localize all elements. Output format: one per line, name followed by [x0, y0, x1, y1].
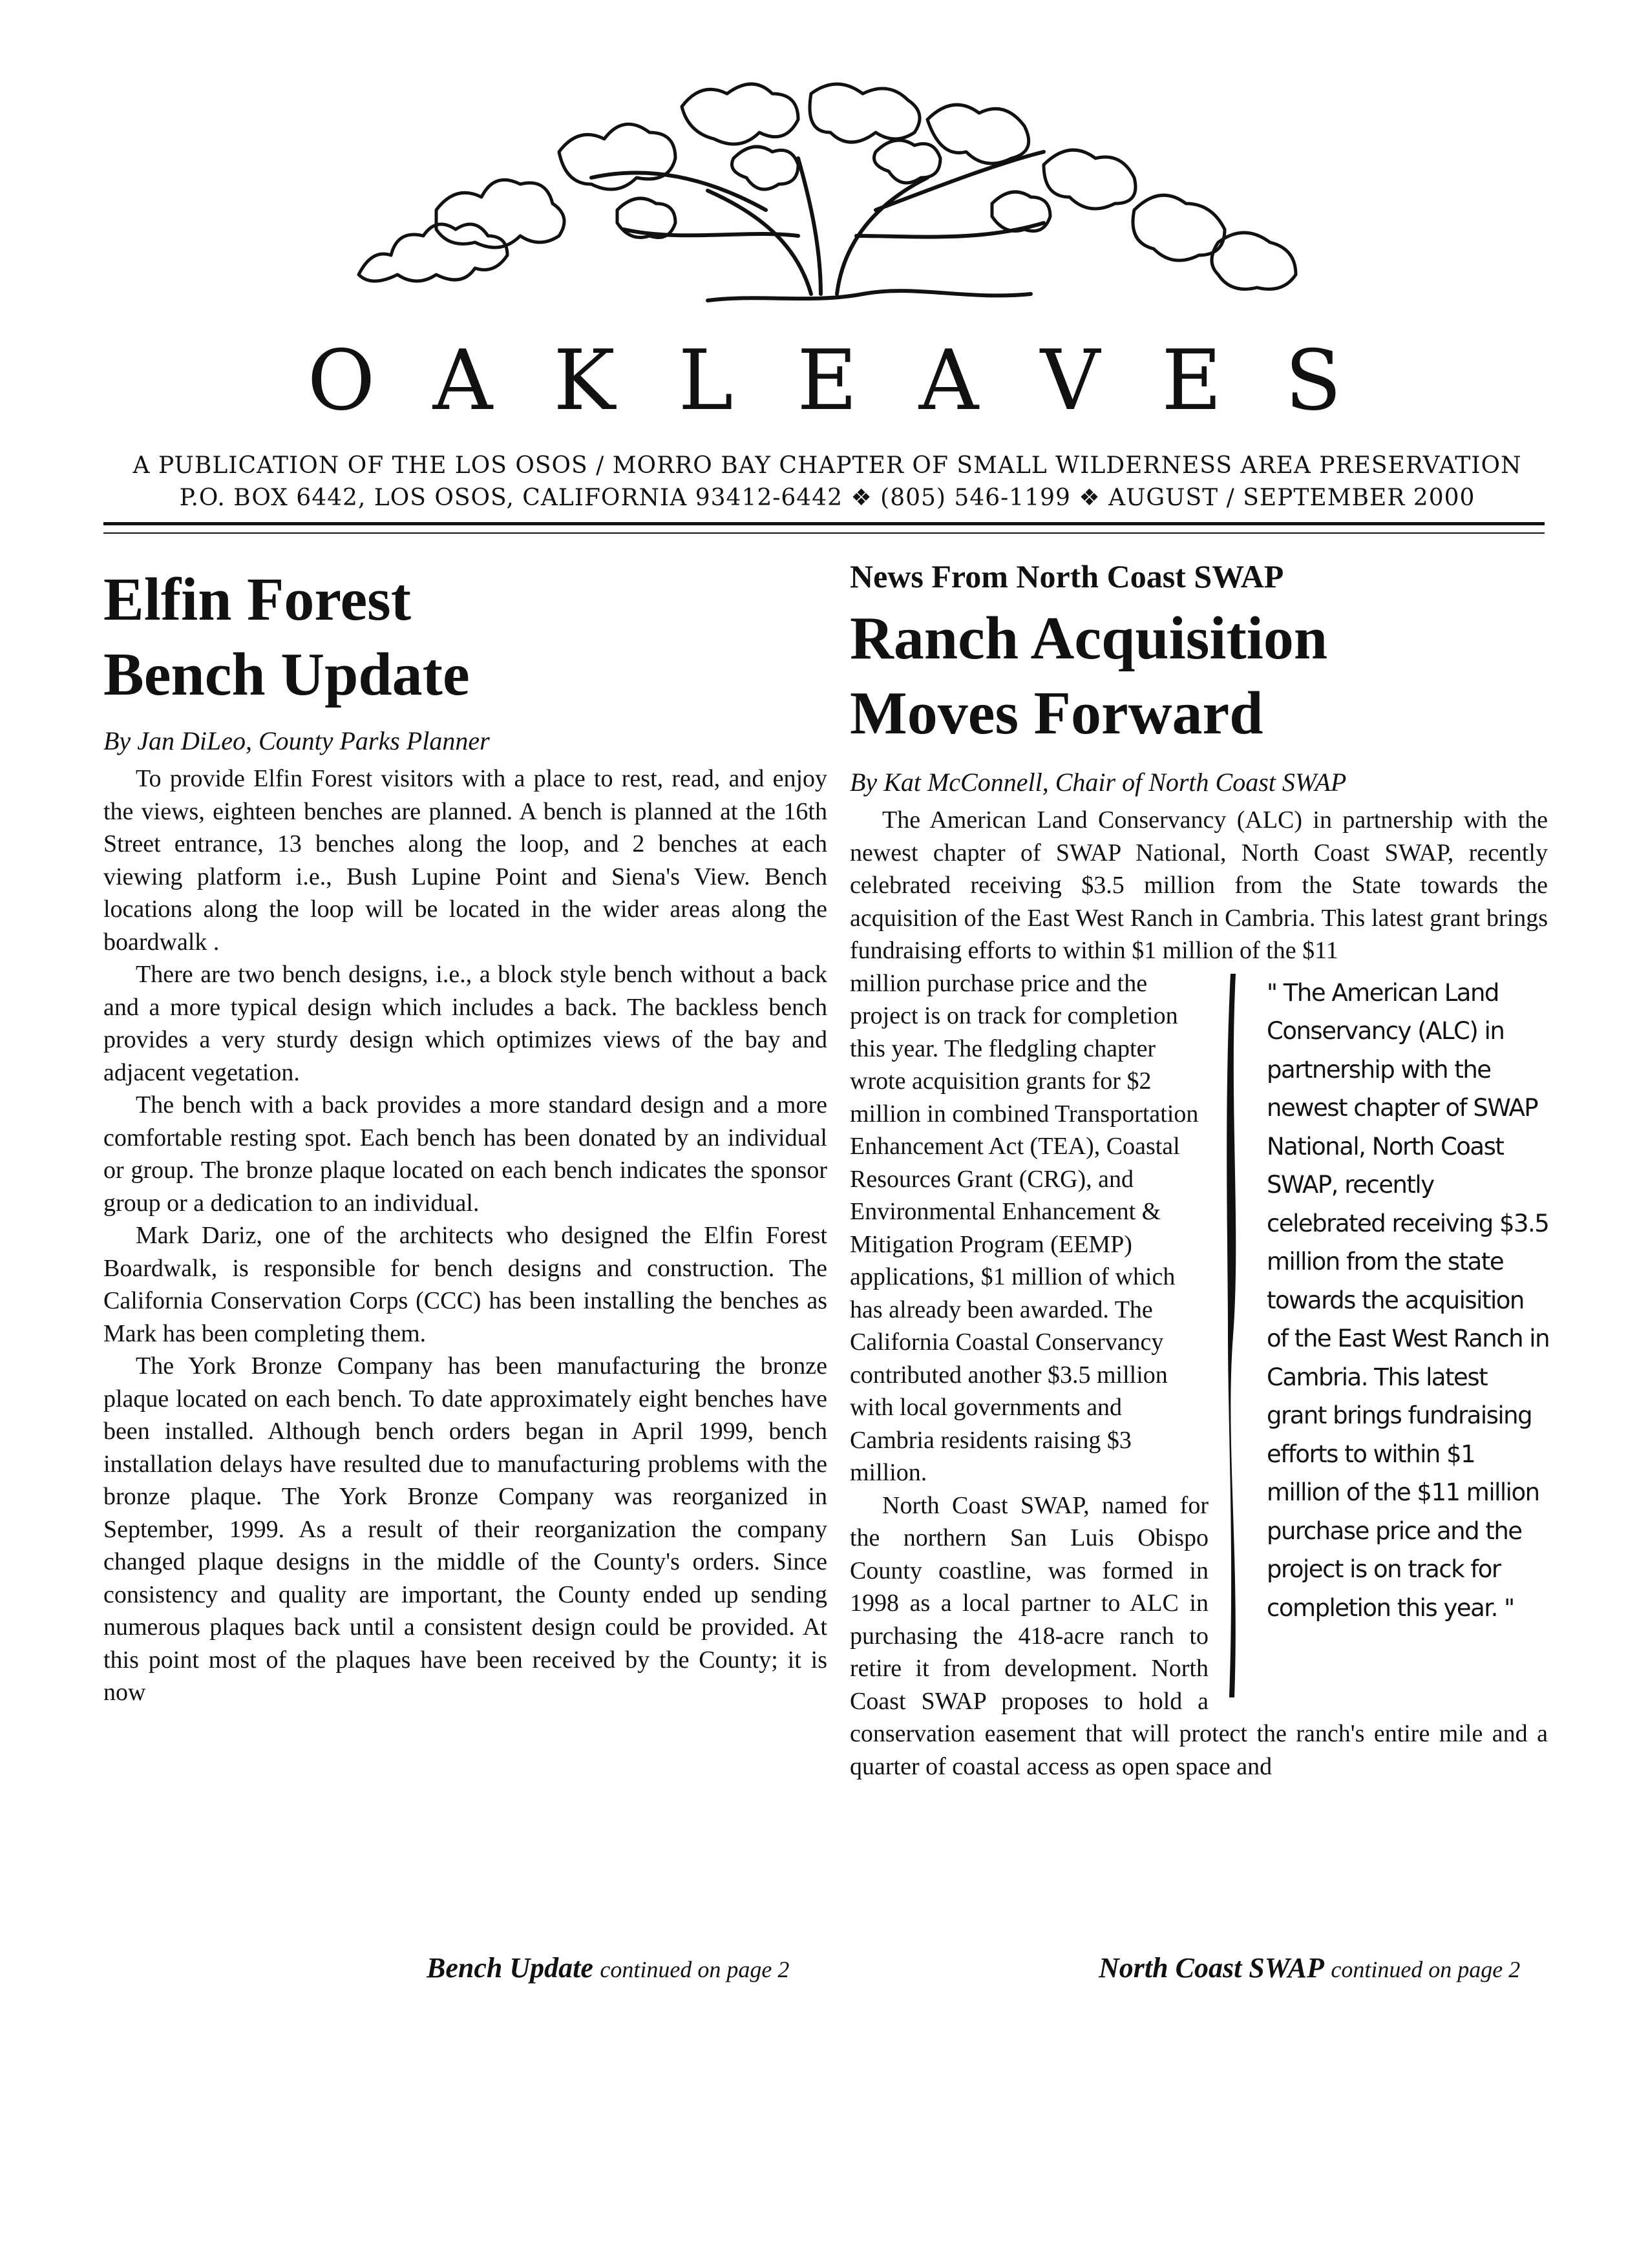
article-paragraph: Mark Dariz, one of the architects who designed the Elfin Forest Boardwalk, is responsible for bench designs and construction. The California Conservation Corps (CCC) has been installing the benches as Mark has been completing them.: [103, 1222, 827, 1347]
article-headline: [850, 601, 1548, 751]
masthead-letter: S: [1285, 333, 1342, 429]
masthead-publication-line: A PUBLICATION OF THE LOS OSOS / MORRO BAY CHAPTER OF SMALL WILDERNESS AREA PRESERVATION: [132, 452, 1522, 479]
headline-line: Ranch Acquisition: [850, 605, 1328, 672]
masthead-letter: O: [307, 333, 375, 429]
masthead-letter: K: [553, 333, 615, 429]
masthead-letter: E: [797, 333, 858, 429]
continued-notice-swap: [1099, 1951, 1520, 1984]
article-paragraph: The bench with a back provides a more standard design and a more comfortable resting spot. Each bench has been donated by an individual or group. The bronze plaque located on each bench indicates the sponsor group or a dedication to an individual.: [103, 1091, 827, 1217]
pull-quote-box: [1221, 974, 1548, 1697]
pull-quote-text: " The American Land Conservancy (ALC) in partnership with the newest chapter of SWAP National, North Coast SWAP, recently celebrated receiving $3.5 million from the state towards the acquisition of the East West Ranch in Cambria. This latest grant brings fundraising efforts to within $1 million of the $11 million purchase price and the project is on track for completion this year. ": [1267, 978, 1550, 1622]
continued-note: continued on page 2: [1331, 1957, 1521, 1982]
article-paragraph: North Coast SWAP, named for the northern San Luis Obispo County coastline, was formed in 1998 as a local partner to ALC in purchasing the 418-acre ranch to retire it from development. North Coast SWAP proposes to hold a conservation easement that will protect the ranch's entire mile and a quarter of coastal access as open space and: [850, 1491, 1548, 1780]
masthead-address-line: P.O. BOX 6442, LOS OSOS, CALIFORNIA 93412-6442 ❖ (805) 546-1199 ❖ AUGUST / SEPTEMBER 2000: [179, 485, 1475, 511]
pull-quote-bar: [1221, 974, 1247, 1697]
headline-line: Elfin Forest: [103, 566, 412, 633]
oak-tree-illustration: [346, 81, 1335, 339]
masthead-letter: A: [918, 333, 979, 429]
article-paragraph: The York Bronze Company has been manufacturing the bronze plaque located on each bench. To date approximately eight benches have been installed. Although bench orders began in April 1999, bench installation delays have resulted due to manufacturing problems with the bronze plaque. The York Bronze Company was reorganized in September, 1999. As a result of their reorganization the company changed plaque designs in the middle of the County's orders. Since consistency and quality are important, the County ended up sending numerous plaques back until a consistent design could be provided. At this point most of the plaques have been received by the County; it is now: [103, 1352, 827, 1706]
masthead-title: [278, 333, 1377, 430]
article-byline: By Kat McConnell, Chair of North Coast SWAP: [850, 768, 1347, 797]
article-paragraph: The American Land Conservancy (ALC) in partnership with the newest chapter of SWAP National, North Coast SWAP, recently celebrated receiving $3.5 million from the State towards the acquisition of the East West Ranch in Cambria. This latest grant brings fundraising efforts to within $1 million of the $11: [850, 806, 1548, 964]
article-bench-update: [103, 556, 827, 1709]
article-byline: By Jan DiLeo, County Parks Planner: [103, 726, 490, 755]
article-kicker: News From North Coast SWAP: [850, 558, 1284, 594]
headline-line: Moves Forward: [850, 680, 1263, 747]
masthead-rule-thin: [103, 532, 1545, 534]
article-paragraph: There are two bench designs, i.e., a block style bench without a back and a more typical design which includes a back. The backless bench provides a very sturdy design which optimizes views of the bay and adjacent vegetation.: [103, 961, 827, 1086]
masthead-rule: [103, 522, 1545, 525]
headline-line: Bench Update: [103, 641, 470, 708]
masthead-letter: L: [678, 333, 734, 429]
continued-notice-bench: [427, 1951, 789, 1984]
continued-title: Bench Update: [427, 1952, 593, 1984]
article-paragraph: million purchase price and the project is on track for completion this year. The fledgling chapter wrote acquisition grants for $2 million in combined Transportation Enhancement Act (TEA), Coastal Resources Grant (CRG), and Environmental Enhancement & Mitigation Program (EEMP) applications, $1 million of which has already been awarded. The California Coastal Conservancy contributed another $3.5 million with local governments and Cambria residents raising $3 million.: [850, 969, 1199, 1486]
masthead-letter: E: [1161, 333, 1222, 429]
continued-title: North Coast SWAP: [1099, 1952, 1324, 1984]
article-ranch-acquisition: [850, 556, 1548, 1783]
article-headline: [103, 562, 827, 712]
masthead-letter: A: [432, 333, 493, 429]
continued-note: continued on page 2: [600, 1957, 790, 1982]
article-paragraph: To provide Elfin Forest visitors with a place to rest, read, and enjoy the views, eighteen benches are planned. A bench is planned at the 16th Street entrance, 13 benches along the loop, and 2 benches at each viewing platform i.e., Bush Lupine Point and Siena's View. Bench locations along the loop will be located in the wider areas along the boardwalk .: [103, 765, 827, 956]
masthead-letter: V: [1040, 333, 1101, 429]
